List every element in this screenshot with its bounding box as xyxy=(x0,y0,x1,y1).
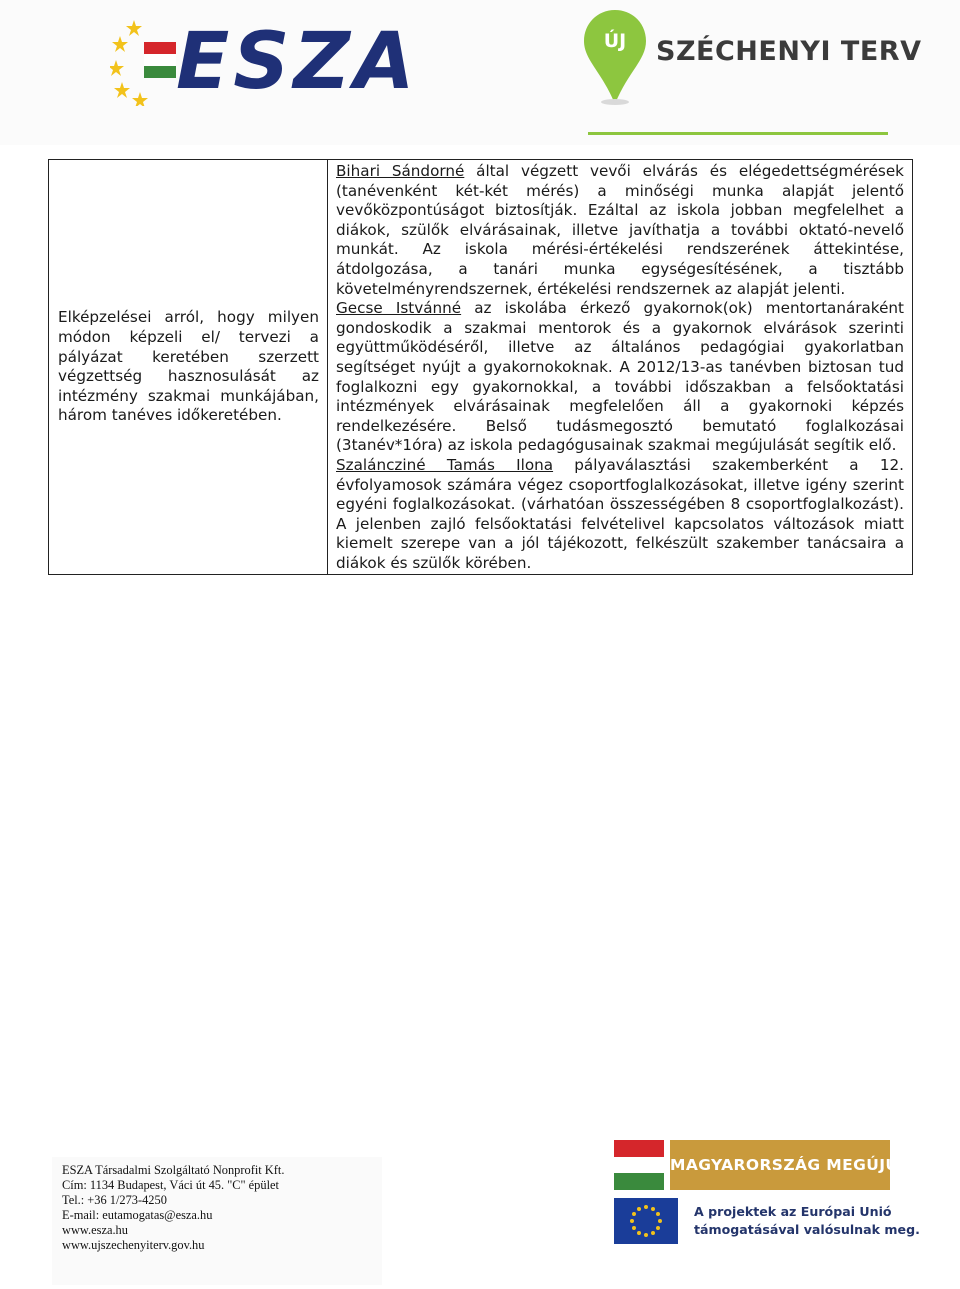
paragraph-text-szalanczine: pályaválasztási szakemberként a 12. évfolyamosok számára végez csoportfoglalkozásokat, illetve igény szerint egyéni foglalkozásokat. (várhatóan összességében 8 csoportfoglalkozást). A jelenben zajló felsőoktatási felvételivel kapcsolatos változások miatt kiemelt szerepe van a jól tájékozott, felkészült szakember tanácsaira a diákok és szülők körében. xyxy=(336,455,904,572)
person-name-gecse: Gecse Istvánné xyxy=(336,299,462,318)
eu-support-text xyxy=(694,1203,920,1239)
question-cell xyxy=(49,160,328,575)
hungarian-flag-icon xyxy=(144,42,176,78)
paragraph-bihari xyxy=(336,162,904,299)
map-pin-icon xyxy=(582,8,648,106)
esza-logo-text: ESZA xyxy=(176,17,419,107)
address-line: Cím: 1134 Budapest, Váci út 45. "C" épület xyxy=(62,1178,279,1193)
paragraph-gecse xyxy=(336,299,904,456)
paragraph-text-bihari: által végzett vevői elvárás és elégedettségmérések (tanévenként két-két mérés) a minőségi munka alapját jelentő vevőközpontúságot biztosítják. Ezáltal az iskola jobban megfelelhet a diákok, szülők elvárásainak, illetve javíthatja a további oktató-nevelő munkát. Az iskola mérési-értékelési rendszerének áttekintése, átdolgozása, a tanári munka egységesítésének, a tisztább követelményrendszernek, értékelési rendszernek az alapját jelenti. xyxy=(336,162,904,298)
eu-text-line-1: A projektek az Európai Unió xyxy=(694,1204,892,1219)
eu-flag-icon xyxy=(614,1198,678,1244)
table-row xyxy=(49,160,913,575)
email-line[interactable]: E-mail: eutamogatas@esza.hu xyxy=(62,1208,213,1223)
page-header xyxy=(0,0,960,145)
eu-text-line-2: támogatásával valósulnak meg. xyxy=(694,1222,920,1237)
szechenyi-logo-text: SZÉCHENYI TERV xyxy=(656,36,922,67)
phone-line: Tel.: +36 1/273-4250 xyxy=(62,1193,167,1208)
paragraph-szalanczine xyxy=(336,456,904,574)
esza-logo xyxy=(110,14,419,107)
contact-info xyxy=(62,1163,284,1254)
szechenyi-terv-logo xyxy=(582,8,922,108)
hungarian-flag-icon xyxy=(614,1140,664,1190)
website-link-esza[interactable]: www.esza.hu xyxy=(62,1223,128,1238)
question-text: Elképzelései arról, hogy milyen módon képzeli el/ tervezi a pályázat keretében szerzett végzettség hasznosulását az intézmény szakmai munkájában, három tanéves időkeretében. xyxy=(58,308,319,425)
szechenyi-pin-text: ÚJ xyxy=(603,30,627,52)
magyarorszag-megujul-banner xyxy=(614,1140,909,1190)
header-divider xyxy=(588,132,888,135)
website-link-szechenyi[interactable]: www.ujszechenyiterv.gov.hu xyxy=(62,1238,205,1253)
company-name: ESZA Társadalmi Szolgáltató Nonprofit Kft. xyxy=(62,1163,285,1177)
paragraph-text-gecse: az iskolába érkező gyakornok(ok) mentortanáraként gondoskodik a szakmai mentorok és a gyakornok elvárások szerinti együttműködéséről, illetve az általános pedagógiai gyakorlatban segítséget nyújt a gyakornokoknak. A 2012/13-as tanévben biztosan tud foglalkozni egy gyakornokkal, a további időszakban a felsőoktatási intézmények elvárásainak megfelelően áll a gyakornoki képzés rendelkezésére. Belső tudásmegosztó bemutató foglalkozásai (3tanév*1óra) az iskola pedagógusainak szakmai megújulását segítik elő. xyxy=(336,299,904,455)
person-name-szalanczine: Szaláncziné Tamás Ilona xyxy=(336,455,554,474)
person-name-bihari: Bihari Sándorné xyxy=(336,162,465,180)
content-table xyxy=(48,159,913,575)
answer-text xyxy=(328,160,912,574)
eu-support-block xyxy=(614,1198,920,1246)
answer-cell xyxy=(328,160,913,575)
mm-banner-text: MAGYARORSZÁG MEGÚJUL xyxy=(670,1140,890,1190)
